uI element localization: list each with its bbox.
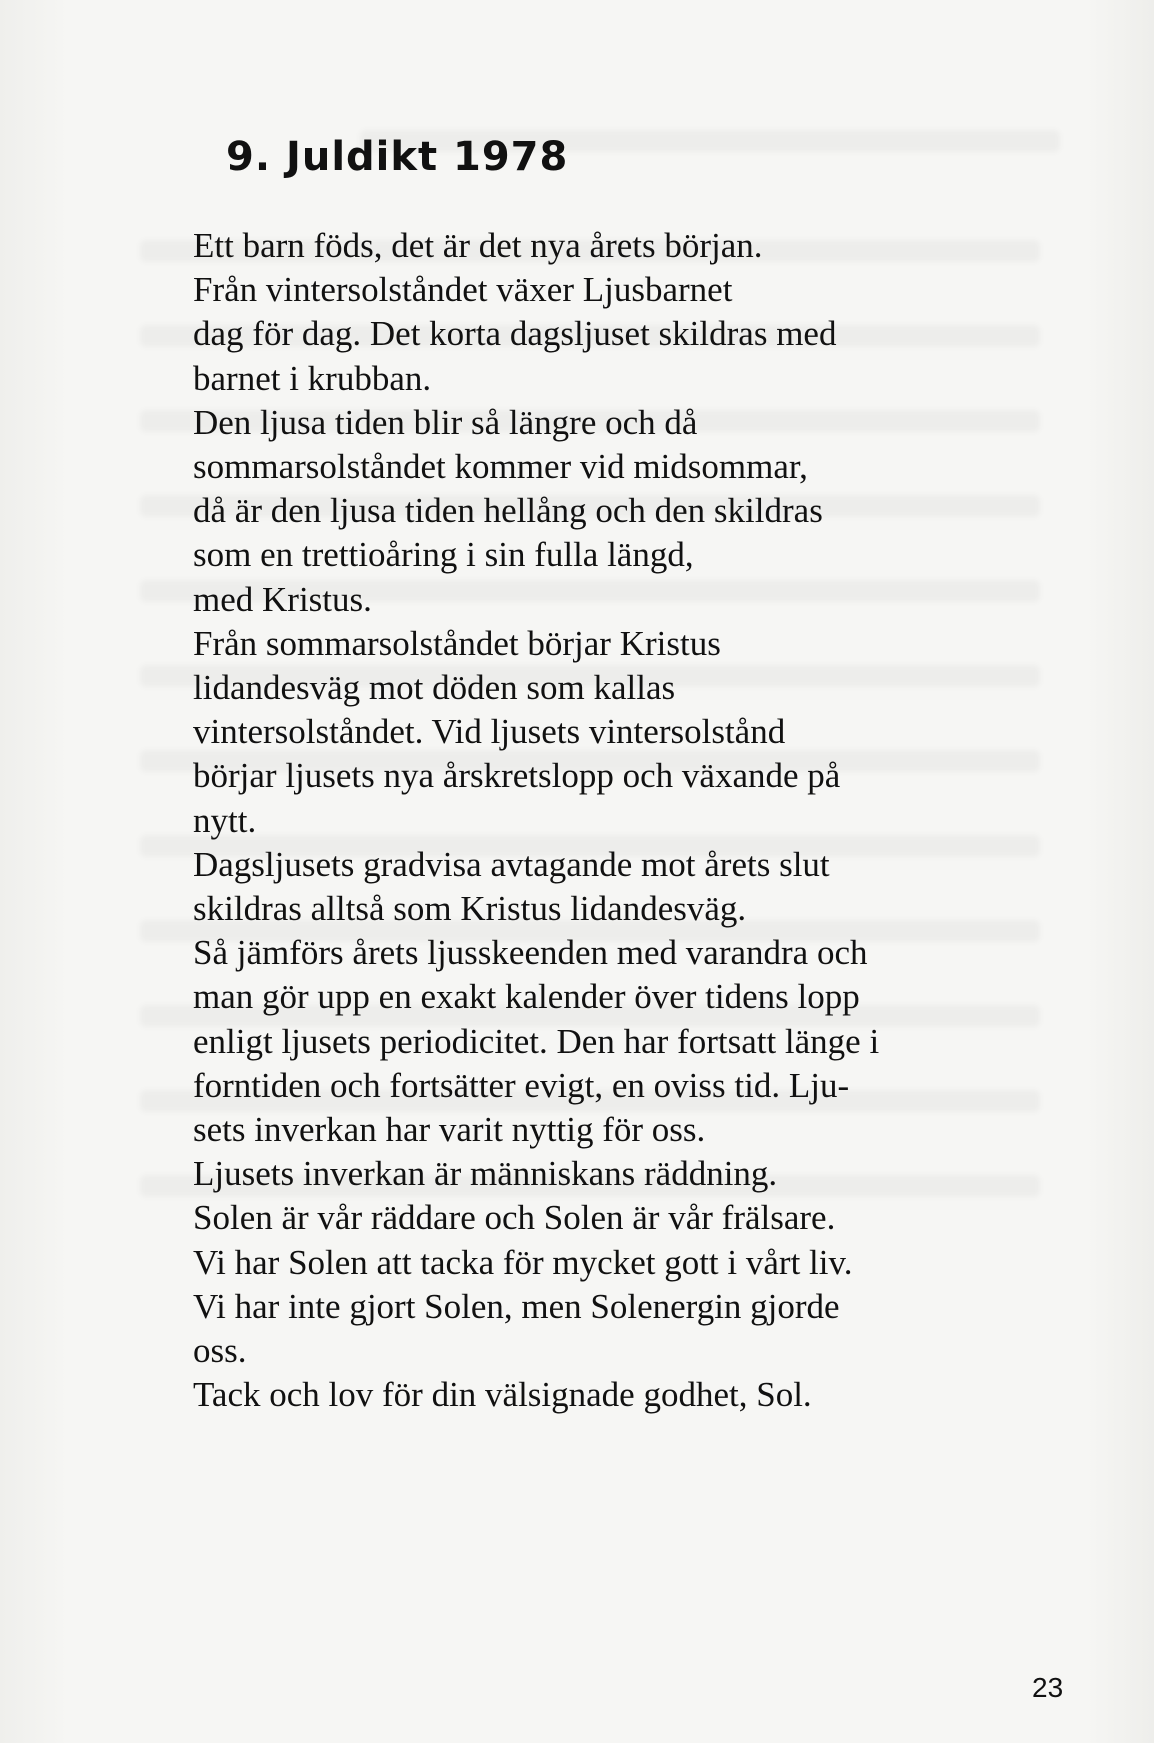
poem-line: nytt.: [193, 800, 257, 840]
poem-line: lidandesväg mot döden som kallas: [193, 668, 676, 708]
page-number: 23: [1032, 1672, 1064, 1703]
poem-line: Från sommarsolståndet börjar Kristus: [193, 623, 721, 663]
poem-line: skildras alltså som Kristus lidandesväg.: [193, 889, 747, 929]
poem-line: börjar ljusets nya årskretslopp och växande på: [193, 756, 841, 796]
poem-line: Solen är vår räddare och Solen är vår frälsare.: [193, 1198, 836, 1238]
poem-line: forntiden och fortsätter evigt, en oviss tid. Lju-: [193, 1065, 850, 1105]
poem-title: 9. Juldikt 1978: [226, 134, 569, 180]
poem-line: dag för dag. Det korta dagsljuset skildras med: [193, 314, 837, 354]
poem-line: enligt ljusets periodicitet. Den har fortsatt länge i: [193, 1021, 880, 1061]
poem-line: då är den ljusa tiden hellång och den skildras: [193, 491, 823, 531]
poem-line: Vi har inte gjort Solen, men Solenergin gjorde: [193, 1286, 840, 1326]
poem-line: med Kristus.: [193, 579, 372, 619]
poem-line: Så jämförs årets ljusskeenden med varandra och: [193, 933, 868, 973]
poem-line: Från vintersolståndet växer Ljusbarnet: [193, 270, 733, 310]
poem-line: Vi har Solen att tacka för mycket gott i vårt liv.: [193, 1242, 853, 1282]
poem-line: man gör upp en exakt kalender över tidens lopp: [193, 977, 860, 1017]
poem-line: sommarsolståndet kommer vid midsommar,: [193, 447, 808, 487]
poem-line: Tack och lov för din välsignade godhet, Sol.: [193, 1375, 812, 1415]
poem-line: oss.: [193, 1331, 247, 1371]
poem-line: barnet i krubban.: [193, 358, 432, 398]
poem-line: vintersolståndet. Vid ljusets vintersolstånd: [193, 712, 786, 752]
poem-line: som en trettioåring i sin fulla längd,: [193, 535, 694, 575]
poem-line: Ljusets inverkan är människans räddning.: [193, 1154, 778, 1194]
poem-line: Dagsljusets gradvisa avtagande mot årets slut: [193, 844, 830, 884]
poem-body: [193, 224, 1073, 1417]
poem-line: Den ljusa tiden blir så längre och då: [193, 402, 698, 442]
poem-line: sets inverkan har varit nyttig för oss.: [193, 1110, 706, 1150]
poem-line: Ett barn föds, det är det nya årets början.: [193, 226, 763, 265]
